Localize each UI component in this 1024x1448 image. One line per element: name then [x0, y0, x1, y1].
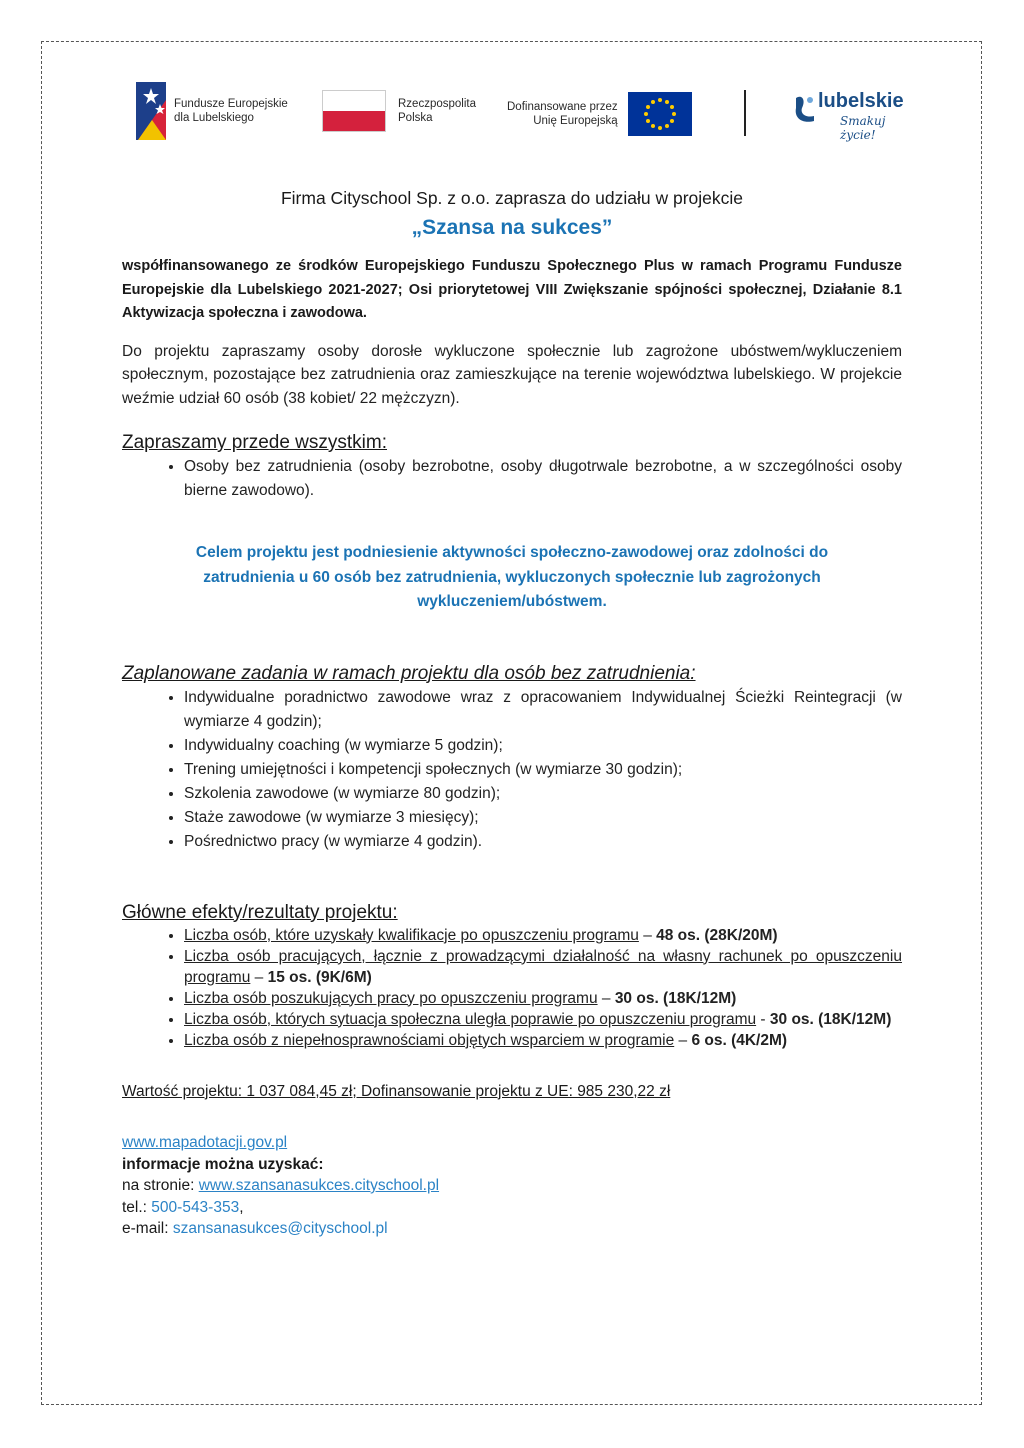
email-line	[122, 1218, 902, 1240]
feu-line1: Fundusze Europejskie	[174, 98, 288, 110]
list-item: • Pośrednictwo pracy (w wymiarze 4 godzin).	[184, 830, 902, 854]
site-line	[122, 1175, 902, 1197]
result-label: Liczba osób pracujących, łącznie z prowadzącymi działalność na własny rachunek po opuszczeniu programu	[184, 947, 902, 986]
tasks-list	[122, 686, 902, 854]
email-prefix: e-mail:	[122, 1220, 173, 1237]
eu-logo	[507, 92, 692, 136]
cofinancing-text: współfinansowanego ze środków Europejskiego Funduszu Społecznego Plus w ramach Programu Fundusze Europejskie dla Lubelskiego 2021-2027; Osi priorytetowej VIII Zwiększanie spójności społecznej, Działanie 8.1 Aktywizacja społeczna i zawodowa.	[122, 258, 902, 321]
results-heading: Główne efekty/rezultaty projektu:	[122, 901, 398, 923]
result-sep: –	[674, 1031, 692, 1049]
result-item	[184, 988, 902, 1009]
goal-block	[122, 541, 902, 615]
site-prefix: na stronie:	[122, 1177, 199, 1194]
result-value: 48 os. (28K/20M)	[656, 926, 778, 944]
result-sep: –	[250, 968, 268, 986]
result-label: Liczba osób z niepełnosprawnościami objętych wsparciem w programie	[184, 1031, 675, 1049]
poland-line1: Rzeczpospolita	[398, 98, 476, 110]
list-item: • Szkolenia zawodowe (w wymiarze 80 godzin);	[184, 782, 902, 806]
lubelskie-logo	[786, 88, 922, 142]
info-label: informacje można uzyskać:	[122, 1155, 324, 1173]
intro-text: Firma Cityschool Sp. z o.o. zaprasza do udziału w projekcie	[280, 188, 743, 208]
lubelskie-name: lubelskie	[818, 90, 904, 112]
eu-line1: Dofinansowane przez	[507, 101, 618, 113]
eu-logo-text	[507, 100, 618, 128]
result-label: Liczba osób, których sytuacja społeczna uległa poprawie po opuszczeniu programu	[184, 1010, 757, 1028]
poland-logo-text	[398, 97, 476, 125]
poland-line2: Polska	[398, 112, 433, 124]
result-label: Liczba osób poszukujących pracy po opuszczeniu programu	[184, 989, 598, 1007]
tel-prefix: tel.:	[122, 1198, 152, 1216]
feu-line2: dla Lubelskiego	[174, 112, 254, 124]
feu-logo	[136, 82, 288, 140]
list-item: • Trening umiejętności i kompetencji społecznych (w wymiarze 30 godzin);	[184, 758, 902, 782]
result-label: Liczba osób, które uzyskały kwalifikacje po opuszczeniu programu	[184, 926, 639, 944]
lubelskie-tagline: Smakuj życie!	[840, 114, 886, 142]
list-item: • Indywidualny coaching (w wymiarze 5 godzin);	[184, 734, 902, 758]
tel-link[interactable]: 500-543-353	[151, 1198, 240, 1216]
result-value: 30 os. (18K/12M)	[769, 1010, 892, 1028]
feu-logo-text	[174, 97, 288, 125]
result-item	[184, 925, 902, 946]
poland-flag-icon	[322, 90, 386, 132]
tel-suffix: ,	[239, 1198, 244, 1216]
lubelskie-mark-icon	[792, 94, 818, 124]
tel-line	[122, 1197, 902, 1219]
result-item	[184, 1030, 902, 1051]
result-value: 30 os. (18K/12M)	[614, 989, 737, 1007]
mapadotacji-link[interactable]: www.mapadotacji.gov.pl	[122, 1134, 288, 1151]
result-item	[184, 1009, 902, 1030]
results-list	[122, 925, 902, 1051]
list-item: • Osoby bez zatrudnienia (osoby bezrobotne, osoby długotrwale bezrobotne, a w szczególności osoby bierne zawodowo).	[184, 455, 902, 503]
description-text: Do projektu zapraszamy osoby dorosłe wykluczone społecznie lub zagrożone ubóstwem/wykluczeniem społecznym, pozostające bez zatrudnienia oraz zamieszkujące na terenie województwa lubelskiego. W projekcie weźmie udział 60 osób (38 kobiet/ 22 mężczyzn).	[122, 342, 902, 407]
tasks-heading: Zaplanowane zadania w ramach projektu dla osób bez zatrudnienia:	[122, 662, 696, 684]
result-sep: –	[638, 926, 657, 944]
result-value: 6 os. (4K/2M)	[691, 1031, 788, 1049]
result-sep: –	[597, 989, 615, 1007]
logo-separator	[744, 90, 746, 136]
invite-list	[122, 455, 902, 503]
main-content	[122, 185, 902, 1240]
list-item: • Staże zawodowe (w wymiarze 3 miesięcy);	[184, 806, 902, 830]
invite-heading: Zapraszamy przede wszystkim:	[122, 432, 388, 453]
project-value: Wartość projektu: 1 037 084,45 zł; Dofinansowanie projektu z UE: 985 230,22 zł	[122, 1082, 671, 1100]
goal-line-1: Celem projektu jest podniesienie aktywności społeczno-zawodowej oraz zdolności do	[195, 544, 829, 561]
poland-logo	[322, 90, 476, 132]
email-link[interactable]: szansanasukces@cityschool.pl	[172, 1220, 388, 1237]
result-item	[184, 946, 902, 988]
result-value: 15 os. (9K/6M)	[267, 968, 372, 986]
logo-bar	[122, 78, 922, 158]
project-title: „Szansa na sukces”	[411, 216, 613, 239]
list-item: • Indywidualne poradnictwo zawodowe wraz z opracowaniem Indywidualnej Ścieżki Reintegracji (w wymiarze 4 godzin);	[184, 686, 902, 734]
goal-line-2: zatrudnienia u 60 osób bez zatrudnienia, wykluczonych społecznie lub zagrożonych	[203, 568, 821, 586]
goal-line-3: wykluczeniem/ubóstwem.	[417, 593, 607, 610]
result-sep: -	[756, 1010, 770, 1028]
site-link[interactable]: www.szansanasukces.cityschool.pl	[198, 1177, 440, 1194]
feu-stars-icon	[136, 82, 166, 140]
eu-line2: Unię Europejską	[533, 115, 618, 127]
eu-flag-icon	[628, 92, 692, 136]
contact-block	[122, 1132, 902, 1240]
